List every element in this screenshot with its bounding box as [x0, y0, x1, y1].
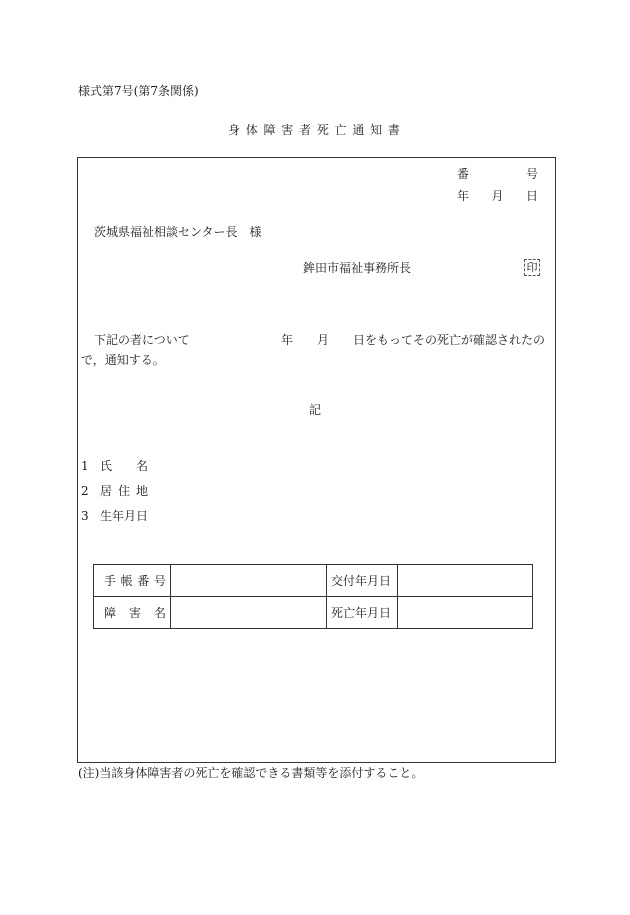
glyph: 障 — [263, 123, 276, 137]
glyph: 居 — [100, 484, 113, 498]
date-label — [457, 189, 538, 203]
glyph: 帳 — [120, 573, 133, 588]
glyph: 書 — [387, 123, 400, 137]
item-label-birthdate — [100, 509, 148, 523]
glyph: 害 — [281, 123, 294, 137]
footnote: (注)当該身体障害者の死亡を確認できる書類等を添付すること。 — [78, 766, 424, 780]
table-row — [94, 597, 533, 629]
glyph: 号 — [153, 573, 166, 588]
body-year: 年 — [281, 333, 294, 347]
item-label-address — [100, 484, 148, 498]
notebook-number-label — [104, 574, 166, 588]
notice-frame — [77, 157, 556, 763]
table-value-cell — [171, 565, 327, 597]
glyph: 号 — [525, 167, 538, 181]
glyph: 年 — [457, 189, 470, 203]
document-number-label — [457, 167, 538, 181]
table-label-cell — [327, 597, 398, 629]
glyph: 氏 — [100, 459, 113, 473]
glyph: 日 — [136, 509, 149, 523]
glyph: 通 — [352, 123, 365, 137]
glyph: 地 — [135, 484, 148, 498]
glyph: 番 — [137, 573, 150, 588]
glyph: 体 — [245, 123, 258, 137]
ki-heading: 記 — [309, 403, 322, 417]
seal-mark: 印 — [524, 259, 540, 276]
glyph: 障 — [104, 605, 117, 620]
glyph: 月 — [124, 509, 137, 523]
table-value-cell — [398, 597, 533, 629]
form-number: 様式第7号(第7条関係) — [78, 84, 199, 98]
glyph: 害 — [128, 605, 141, 620]
glyph: 知 — [370, 123, 383, 137]
glyph: 月 — [491, 189, 504, 203]
table-label-cell — [94, 565, 171, 597]
glyph: 年 — [112, 509, 125, 523]
table-row — [94, 565, 533, 597]
glyph: 住 — [117, 484, 130, 498]
glyph: 日 — [525, 189, 538, 203]
glyph: 生 — [100, 509, 113, 523]
info-table — [93, 564, 533, 629]
body-month: 月 — [317, 333, 330, 347]
table-value-cell — [398, 565, 533, 597]
glyph: 亡 — [334, 123, 347, 137]
glyph: 者 — [299, 123, 312, 137]
document-title — [228, 123, 400, 137]
glyph: 手 — [104, 573, 117, 588]
body-text-rest: 日をもってその死亡が確認されたの — [353, 333, 546, 347]
glyph: 名 — [135, 459, 148, 473]
table-value-cell — [171, 597, 327, 629]
disability-name-label — [104, 606, 166, 620]
addressee: 茨城県福祉相談センター長 様 — [94, 225, 262, 239]
issue-date-label: 交付年月日 — [331, 573, 392, 588]
item-number: 2 — [81, 484, 89, 498]
death-date-label: 死亡年月日 — [331, 605, 392, 620]
glyph: 身 — [228, 123, 241, 137]
glyph: 死 — [316, 123, 329, 137]
body-text-line2: で，通知する。 — [81, 353, 165, 367]
item-label-name — [100, 459, 148, 473]
table-label-cell — [327, 565, 398, 597]
body-intro: 下記の者について — [94, 333, 190, 347]
glyph: 番 — [457, 167, 470, 181]
item-number: 1 — [81, 459, 89, 473]
item-number: 3 — [81, 509, 89, 523]
table-label-cell — [94, 597, 171, 629]
glyph: 名 — [153, 605, 166, 620]
sender-name: 鉾田市福祉事務所長 — [303, 261, 412, 275]
